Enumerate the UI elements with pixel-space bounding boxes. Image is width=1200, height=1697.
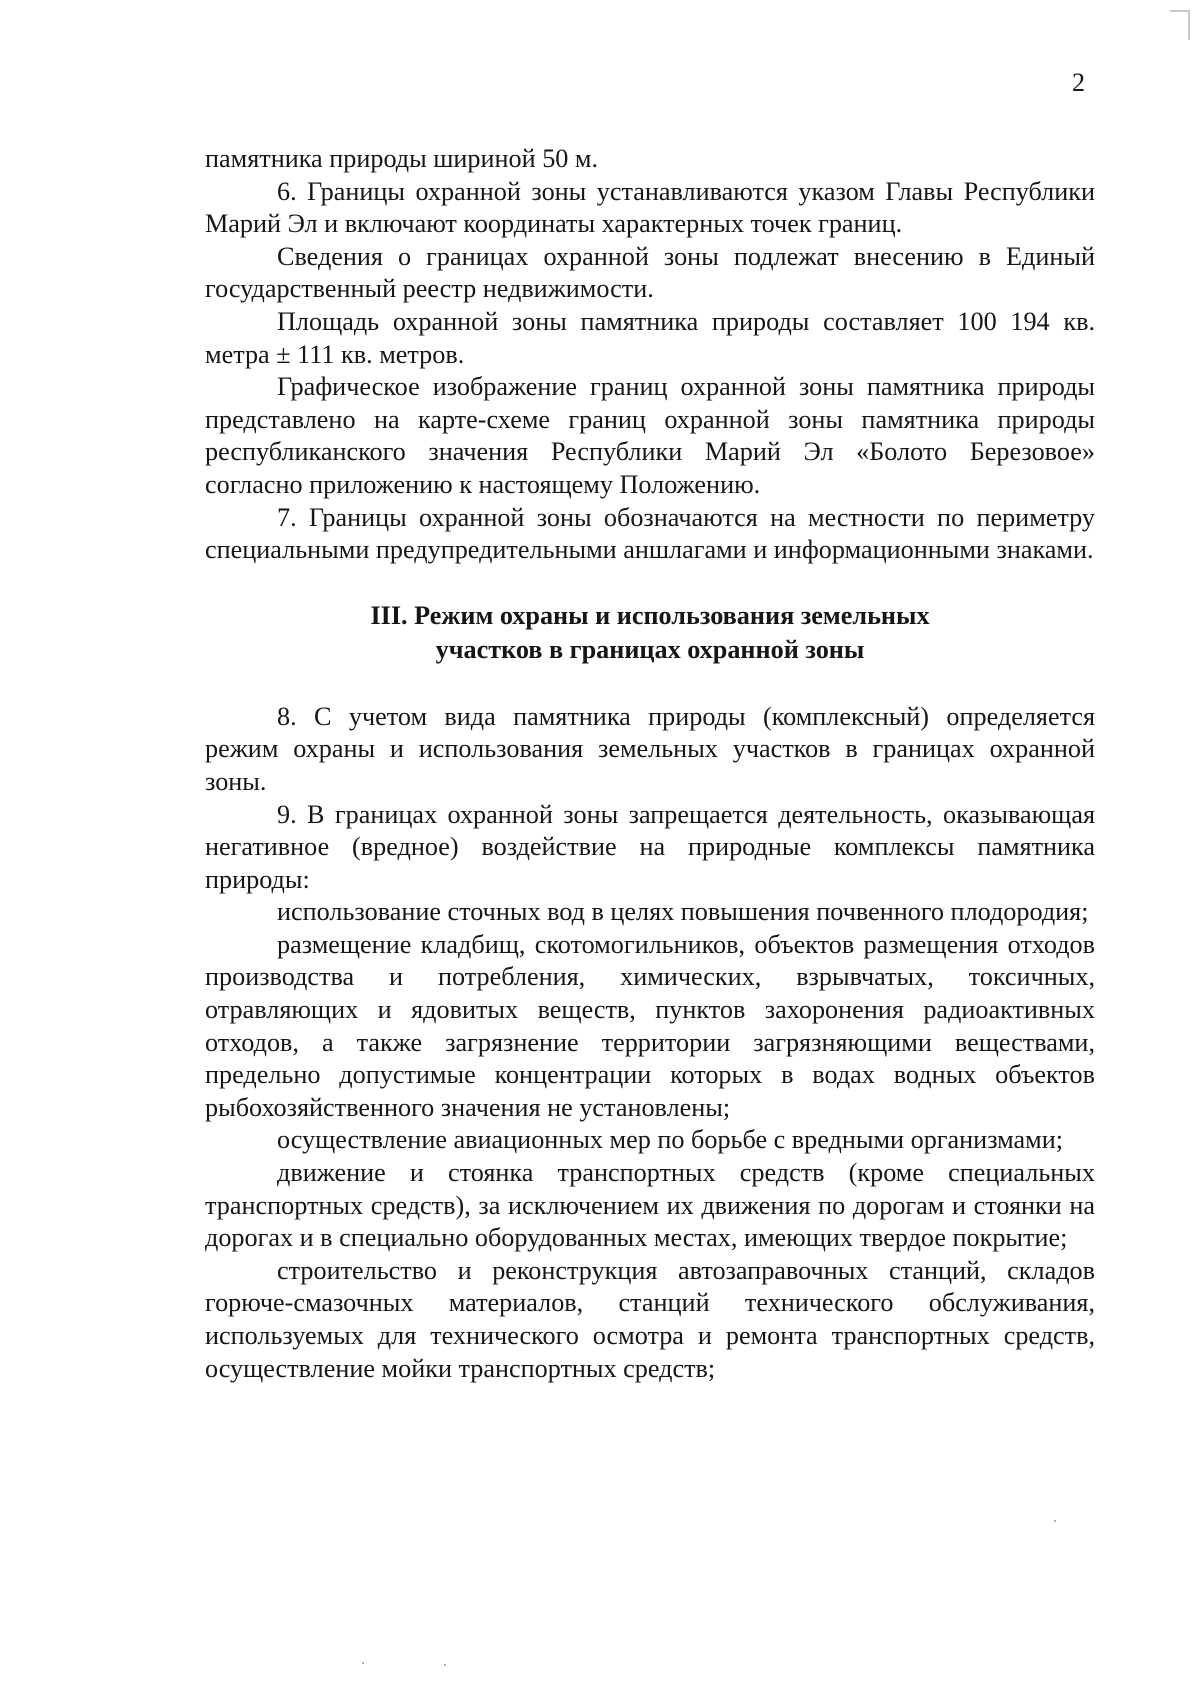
scan-speck	[1054, 1520, 1056, 1522]
paragraph-group-top	[205, 143, 1095, 567]
page-number: 2	[1072, 68, 1085, 97]
paragraph: Площадь охранной зоны памятника природы составляет 100 194 кв. метра ± 111 кв. метров.	[205, 306, 1095, 369]
paragraph: использование сточных вод в целях повышения почвенного плодородия;	[277, 897, 1089, 927]
paragraph: Сведения о границах охранной зоны подлежат внесению в Единый государственный реестр недвижимости.	[205, 241, 1095, 304]
paragraph: памятника природы шириной 50 м.	[205, 144, 599, 173]
paragraph: строительство и реконструкция автозаправочных станций, складов горюче-смазочных материалов, станций технического обслуживания, используемых для технического осмотра и ремонта транспортных средств, осуществление мойки транспортных средств;	[205, 1255, 1095, 1383]
paragraph: 6. Границы охранной зоны устанавливаются указом Главы Республики Марий Эл и включают координаты характерных точек границ.	[205, 176, 1095, 239]
paragraph: Графическое изображение границ охранной зоны памятника природы представлено на карте-схеме границ охранной зоны памятника природы республиканского значения Республики Марий Эл «Болото Березовое» согласно приложению к настоящему Положению.	[205, 372, 1095, 499]
paragraph: 8. С учетом вида памятника природы (комплексный) определяется режим охраны и использования земельных участков в границах охранной зоны.	[205, 701, 1095, 796]
paragraph: размещение кладбищ, скотомогильников, объектов размещения отходов производства и потребления, химических, взрывчатых, токсичных, отравляющих и ядовитых веществ, пунктов захоронения радиоактивных отходов, а также загрязнение территории загрязняющими веществами, предельно допустимые концентрации которых в водах водных объектов рыбохозяйственного значения не установлены;	[205, 929, 1095, 1122]
paragraph: движение и стоянка транспортных средств (кроме специальных транспортных средств), за исключением их движения по дорогам и стоянки на дорогах и в специально оборудованных местах, имеющих твердое покрытие;	[205, 1158, 1095, 1253]
paragraph-group-bottom	[205, 701, 1095, 1385]
paragraph: осуществление авиационных мер по борьбе с вредными организмами;	[277, 1125, 1064, 1155]
scan-corner-mark	[1170, 10, 1190, 40]
scan-speck	[362, 1662, 364, 1664]
document-body	[205, 143, 1095, 1385]
scan-speck	[444, 1664, 446, 1666]
section-heading-line: участков в границах охранной зоны	[435, 634, 865, 664]
section-heading	[205, 599, 1095, 667]
paragraph: 9. В границах охранной зоны запрещается деятельность, оказывающая негативное (вредное) воздействие на природные комплексы памятника природы:	[205, 799, 1095, 894]
paragraph: 7. Границы охранной зоны обозначаются на местности по периметру специальными предупредительными аншлагами и информационными знаками.	[205, 502, 1095, 565]
section-heading-line: III. Режим охраны и использования земельных	[370, 600, 930, 630]
